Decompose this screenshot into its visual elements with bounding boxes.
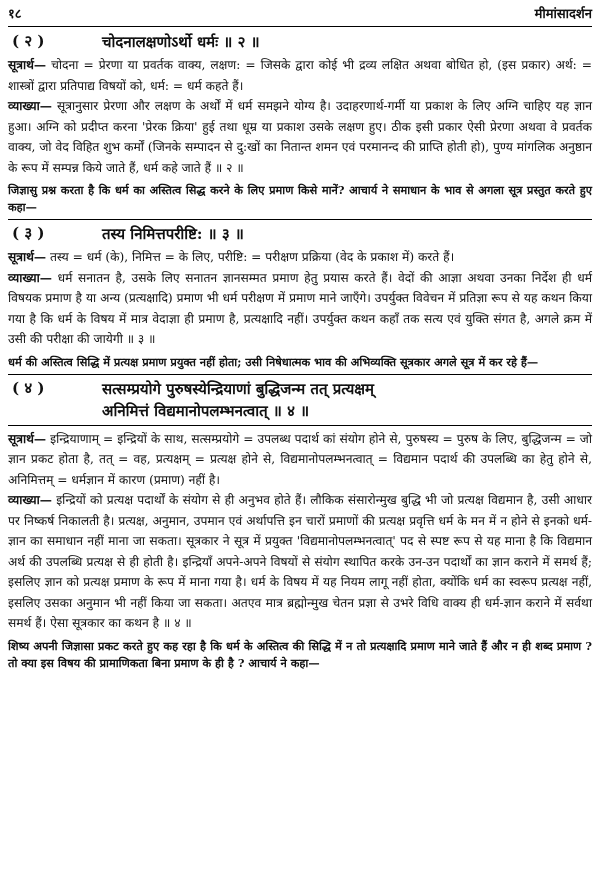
sutra-text: तस्य निमित्तपरीष्टि: ॥ ३ ॥ xyxy=(102,225,244,243)
next-sutra-intro: जिज्ञासु प्रश्न करता है कि धर्म का अस्तित्व सिद्ध करने के लिए प्रमाण किसे मानें? आचार्य ने समाधान के भाव से अगला सूत्र प्रस्तुत करते हुए कहा— xyxy=(8,183,592,214)
meaning-label: सूत्रार्थ— xyxy=(8,431,47,446)
page-number: १८ xyxy=(8,7,22,22)
commentary-label: व्याख्या— xyxy=(8,270,52,285)
next-sutra-intro: शिष्य अपनी जिज्ञासा प्रकट करते हुए कह रहा है कि धर्म के अस्तित्व की सिद्धि में न तो प्रत्यक्षादि प्रमाण माने जाते हैं और न ही शब्द प्रमाण ? तो क्या इस विषय की प्रामाणिकता बिना प्रमाण के ही है ? आचार्य ने कहा— xyxy=(8,638,592,670)
sutra-text-line-2: अनिमित्तं विद्यमानोपलम्भनत्वात् ॥ ४ ॥ xyxy=(102,401,310,420)
sutra-meaning xyxy=(8,429,592,491)
sutra-commentary xyxy=(8,268,592,350)
meaning-text: इन्द्रियाणाम् = इन्द्रियों के साथ, सत्सम्प्रयोगे = उपलब्ध पदार्थ कां संयोग होने से, पुरुषस्य = पुरुष के लिए, बुद्धिजन्म = जो ज्ञान प्रकट होता है, तत् = वह, प्रत्यक्षम् = प्रत्यक्ष होने से, विद्यमानोपलम्भनत्वात् = विद्यमान पदार्थ की उपलब्धि का हेतु होने से, अनिमित्तम् = धर्मज्ञान में कारण (प्रमाण) नहीं है। xyxy=(8,431,592,487)
next-sutra-intro: धर्म की अस्तित्व सिद्धि में प्रत्यक्ष प्रमाण प्रयुक्त नहीं होता; उसी निषेधात्मक भाव की अभिव्यक्ति सूत्रकार अगले सूत्र में कर रहे हैं— xyxy=(8,354,539,369)
page-header xyxy=(8,4,592,24)
sutra-commentary xyxy=(8,96,592,178)
section-divider xyxy=(8,219,592,220)
commentary-label: व्याख्या— xyxy=(8,493,52,507)
sutra-section-4 xyxy=(8,378,592,672)
sutra-number: ( ४ ) xyxy=(12,378,45,397)
sutra-heading xyxy=(8,31,592,53)
book-title: मीमांसादर्शन xyxy=(534,7,592,22)
sutra-meaning xyxy=(8,55,592,96)
commentary-text: धर्म सनातन है, उसके लिए सनातन ज्ञानसम्मत प्रमाण हेतु प्रयास करते हैं। वेदों की आज्ञा अथवा उनका निर्देश ही धर्म विषयक प्रमाण है या अन्य (प्रत्यक्षादि) प्रमाण भी धर्म परीक्षण में प्रमाण माने जाएँगे। उपर्युक्त विवेचन में प्रतिज्ञा रूप से यह कथन किया गया है कि धर्म के विषय में मात्र वेदाज्ञा ही प्रमाण है, प्रत्यक्षादि नहीं। उपर्युक्त कथन कहाँ तक सत्य एवं युक्ति संगत है, अगले क्रम में उसी की परीक्षा की जायेगी ॥ ३ ॥ xyxy=(8,270,592,346)
sutra-text xyxy=(102,378,592,422)
sutra-section-3 xyxy=(8,223,592,371)
sutra-text: चोदनालक्षणोऽर्थो धर्मः ॥ २ ॥ xyxy=(102,33,260,51)
meaning-label: सूत्रार्थ— xyxy=(8,58,47,72)
header-rule xyxy=(8,26,592,27)
sutra-commentary xyxy=(8,490,592,634)
meaning-label: सूत्रार्थ— xyxy=(8,250,47,264)
sutra-section-2 xyxy=(8,31,592,216)
section-divider xyxy=(8,425,592,426)
sutra-number: ( ३ ) xyxy=(12,224,45,242)
commentary-text: इन्द्रियों को प्रत्यक्ष पदार्थों के संयोग से ही अनुभव होते हैं। लौकिक संसारोन्मुख बुद्धि भी जो प्रत्यक्ष विद्यमान है, उसी आधार पर निष्कर्ष निकालती है। प्रत्यक्ष, अनुमान, उपमान एवं अर्थापत्ति इन चारों प्रमाणों की प्रत्यक्ष प्रवृत्ति धर्म के मन में न होने से इनको धर्म-ज्ञान का समाधान नहीं माना जा सकता। सूत्रकार ने सूत्र में प्रयुक्त 'विद्यमानोपलम्भनत्वात्' पद से स्पष्ट रूप से यह माना है कि विद्यमान अर्थ की उपलब्धि प्रत्यक्ष से ही होती है। इन्द्रियाँ अपने-अपने विषयों से संयोग स्थापित करके उन-उन पदार्थों का ज्ञान कराने में समर्थ हैं; इसलिए ज्ञान को प्रत्यक्ष प्रमाण के रूप में माना गया है। धर्म के विषय में यह नियम लागू नहीं होता, क्योंकि धर्म का स्वरूप प्रत्यक्ष नहीं, इसलिए उसका अनुमान भी नहीं किया जा सकता। अतएव मात्र ब्रह्मोन्मुख चेतन प्रज्ञा से उभरे विधि वाक्य ही धर्म-ज्ञान कराने में सर्वथा समर्थ हैं। ऐसा सूत्रकार का कथन है ॥ ४ ॥ xyxy=(8,493,593,630)
meaning-text: चोदना = प्रेरणा या प्रवर्तक वाक्य, लक्षण: = जिसके द्वारा कोई भी द्रव्य लक्षित अथवा बोधित हो, (इस प्रकार) अर्थ: = शास्त्रों द्वारा प्रतिपाद्य विषयों को, धर्म: = धर्म कहते हैं। xyxy=(8,58,592,93)
sutra-meaning xyxy=(8,247,592,268)
sutra-number: ( २ ) xyxy=(12,32,45,50)
sutra-heading xyxy=(8,378,592,422)
sutra-heading xyxy=(8,223,592,245)
commentary-label: व्याख्या— xyxy=(8,99,52,113)
sutra-text-line-1: सत्सम्प्रयोगे पुरुषस्येन्द्रियाणां बुद्धिजन्म तत् प्रत्यक्षम् xyxy=(102,379,375,398)
section-divider xyxy=(8,374,592,375)
meaning-text: तस्य = धर्म (के), निमित्त = के लिए, परीष्टि: = परीक्षण प्रक्रिया (वेद के प्रकाश में) करते हैं। xyxy=(49,250,455,264)
commentary-text: सूत्रानुसार प्रेरणा और लक्षण के अर्थों में धर्म समझने योग्य है। उदाहरणार्थ-गर्मी या प्रकाश के लिए अग्नि चाहिए यह ज्ञान हुआ। अग्नि को प्रदीप्त करना 'प्रेरक क्रिया' हुई तथा धूम्र या प्रकाश उसके लक्षण हुए। ठीक इसी प्रकार ऐसी प्रेरणा अथवा वे प्रवर्तक वाक्य, जो वेद विहित शुभ कर्मों (जिनके सम्पादन से दु:खों का नितान्त शमन एवं परमानन्द की प्राप्ति होती हो), पुण्य मांगलिक अनुष्ठान के रूप में सम्पन्न किये जाते हैं, धर्म कहे जाते हैं ॥ २ ॥ xyxy=(8,99,593,175)
